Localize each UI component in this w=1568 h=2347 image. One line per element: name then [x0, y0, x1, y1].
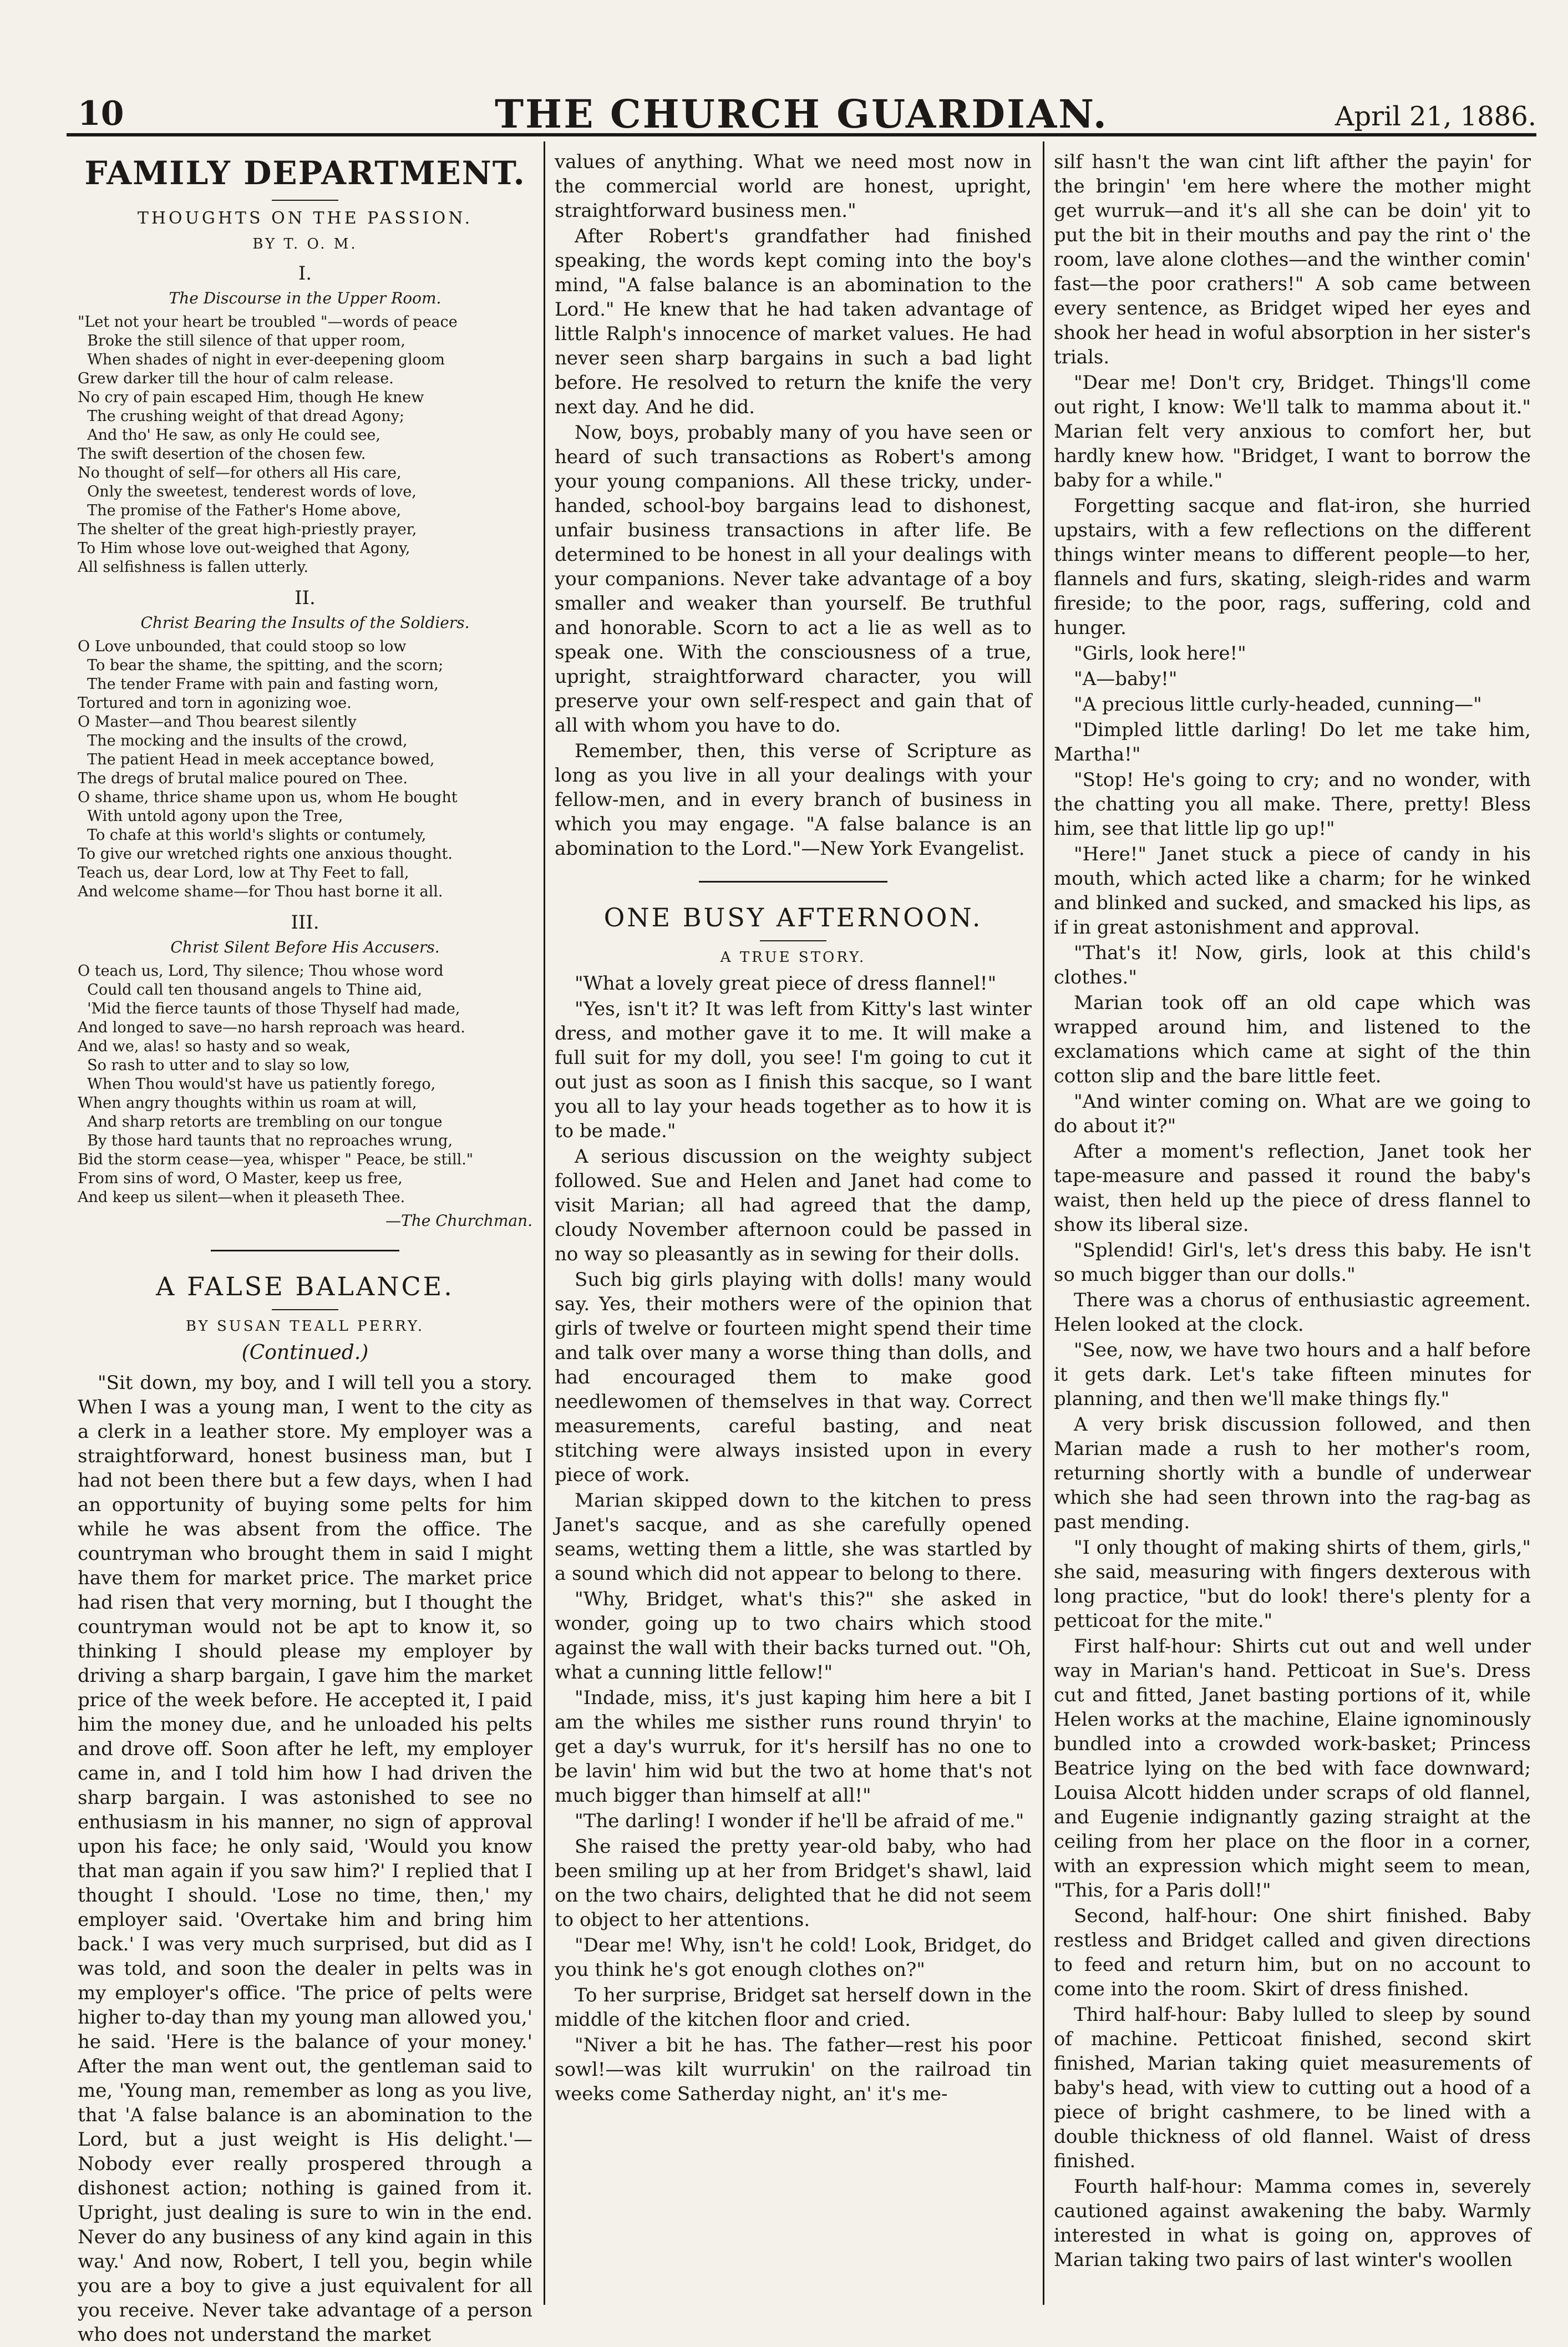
poem-title: THOUGHTS ON THE PASSION.	[137, 209, 473, 228]
part-subtitle: Christ Bearing the Insults of the Soldiers.	[140, 614, 470, 632]
poem-part	[78, 262, 532, 577]
paragraph: A serious discussion on the weighty subject followed. Sue and Helen and Janet had come to visit Marian; all had agreed that the damp, cloudy November afternoon could be passed in no way so pleasantly as in sewing for their dolls.	[555, 1145, 1032, 1265]
paragraph: Second, half-hour: One shirt finished. Baby restless and Bridget called and given directions to feed and return him, but on no account to come into the room. Skirt of dress finished.	[1054, 1905, 1531, 2000]
divider	[272, 1309, 338, 1310]
part-verse: O Love unbounded, that could stoop so low To bear the shame, the spitting, and the scorn; The tender Frame with pain and fasting worn, Tortured and torn in agonizing woe. O Master—and Thou bearest silently The mocking and the insults of the crowd, The patient Head in meek acceptance bowed, The dregs of brutal malice poured on Thee. O shame, thrice shame upon us, whom He bought With untold agony upon the Tree, To chafe at this world's slights or contumely, To give our wretched rights one anxious thought. Teach us, dear Lord, low at Thy Feet to fall, And welcome shame—for Thou hast borne it all.	[78, 638, 458, 900]
paragraph: "Stop! He's going to cry; and no wonder, with the chatting you all make. There, pretty! Bless him, see that little lip go up!"	[1054, 769, 1531, 840]
paragraph: Such big girls playing with dolls! many would say. Yes, their mothers were of the opinion that girls of twelve or fourteen might spend their time and talk over many a worse thing than dolls, and had encouraged them to make good needlewomen of themselves in that way. Correct measurements, careful basting, and neat stitching were always insisted upon in every piece of work.	[555, 1269, 1032, 1486]
section-heading: FAMILY DEPARTMENT.	[84, 154, 526, 192]
article-byline: BY SUSAN TEALL PERRY.	[185, 1318, 425, 1335]
paragraph: After a moment's reflection, Janet took her tape-measure and passed it round the baby's waist, then held up the piece of dress flannel to show its liberal size.	[1054, 1140, 1531, 1236]
paragraph: To her surprise, Bridget sat herself down in the middle of the kitchen floor and cried.	[555, 1984, 1032, 2031]
column-rule	[544, 141, 545, 2305]
paragraph: First half-hour: Shirts cut out and well under way in Marian's hand. Petticoat in Sue's. Dress cut and fitted, Janet basting portions of it, while Helen works at the machine, Elaine ignominously bundled into a crowded work-basket; Princess Beatrice lying on the bed with face downward; Louisa Alcott hidden under scraps of old flannel, and Eugenie indignantly gazing straight at the ceiling from her place on the floor in a corner, with an expression which might seem to mean, "This, for a Paris doll!"	[1054, 1635, 1531, 1902]
paragraph: "I only thought of making shirts of them, girls," she said, measuring with fingers dexterous with long practice, "but do look! there's plenty for a petticoat for the mite."	[1054, 1537, 1531, 1632]
paragraph: "What a lovely great piece of dress flannel!"	[575, 972, 997, 995]
paragraph: Now, boys, probably many of you have seen or heard of such transactions as Robert's among your young companions. All these tricky, under-handed, school-boy bargains lead to dishonest, unfair business transactions in after life. Be determined to be honest in all your dealings with your companions. Never take advantage of a boy smaller and weaker than yourself. Be truthful and honorable. Scorn to act a lie as well as to speak one. With the consciousness of a true, upright, straightforward character, you will preserve your own self-respect and gain that of all with whom you have to do.	[555, 422, 1032, 737]
paragraph: "See, now, we have two hours and a half before it gets dark. Let's take fifteen minutes for planning, and then we'll make things fly."	[1054, 1339, 1531, 1410]
paragraph: "The darling! I wonder if he'll be afraid of me."	[575, 1810, 1024, 1832]
paragraph: Forgetting sacque and flat-iron, she hurried upstairs, with a few reflections on the different things winter means to different people—to her, flannels and furs, skating, sleigh-rides and warm fireside; to the poor, rags, suffering, cold and hunger.	[1054, 495, 1531, 639]
part-verse: O teach us, Lord, Thy silence; Thou whose word Could call ten thousand angels to Thine aid, 'Mid the fierce taunts of those Thyself had made, And longed to save—no harsh reproach was heard. And we, alas! so hasty and so weak, So rash to utter and to slay so low, When Thou would'st have us patiently forego, When angry thoughts within us roam at will, And sharp retorts are trembling on our tongue By those hard taunts that no reproaches wrung, Bid the storm cease—yea, whisper " Peace, be still." From sins of word, O Master, keep us free, And keep us silent—when it pleaseth Thee.	[78, 962, 474, 1206]
divider	[211, 1250, 399, 1251]
part-numeral: I.	[298, 262, 312, 285]
paragraph: "Dear me! Why, isn't he cold! Look, Bridget, do you think he's got enough clothes on?"	[555, 1934, 1032, 1981]
paragraph: Third half-hour: Baby lulled to sleep by sound of machine. Petticoat finished, second skirt finished, Marian taking quiet measurements of baby's head, with view to cutting out a hood of a piece of bright cashmere, to be lined with a double thickness of old flannel. Waist of dress finished.	[1054, 2004, 1531, 2172]
paragraph: "Splendid! Girl's, let's dress this baby. He isn't so much bigger than our dolls."	[1054, 1239, 1531, 1286]
paragraph: After Robert's grandfather had finished speaking, the words kept coming into the boy's mind, "A false balance is an abomination to the Lord." He knew that he had taken advantage of little Ralph's innocence of market values. He had never seen sharp bargains in such a bad light before. He resolved to return the knife the very next day. And he did.	[555, 225, 1032, 418]
divider	[760, 940, 826, 941]
paragraph: Marian took off an old cape which was wrapped around him, and listened to the exclamations which came at sight of the thin cotton slip and the bare little feet.	[1054, 992, 1531, 1087]
issue-date: April 21, 1886.	[1334, 101, 1536, 132]
paragraph: values of anything. What we need most now in the commercial world are honest, upright, straightforward business men."	[555, 151, 1032, 222]
paragraph: "Dimpled little darling! Do let me take him, Martha!"	[1054, 719, 1531, 766]
paragraph: Fourth half-hour: Mamma comes in, severely cautioned against awakening the baby. Warmly interested in what is going on, approves of Marian taking two pairs of last winter's woollen	[1054, 2176, 1531, 2271]
poem-attribution: —The Churchman.	[385, 1211, 532, 1230]
divider	[699, 881, 887, 883]
paragraph: "Here!" Janet stuck a piece of candy in his mouth, which acted like a charm; for he winked and blinked and sucked, and smacked his lips, as if in great astonishment and approval.	[1054, 843, 1531, 939]
column-rule	[1043, 141, 1044, 2305]
article-title: A FALSE BALANCE.	[156, 1271, 454, 1301]
part-subtitle: The Discourse in the Upper Room.	[169, 289, 442, 307]
column-3	[1054, 150, 1531, 2302]
paragraph: "And winter coming on. What are we going to do about it?"	[1054, 1091, 1531, 1137]
page-number: 10	[78, 94, 124, 133]
paragraph: Remember, then, this verse of Scripture as long as you live in all your dealings with your fellow-men, and in every branch of business in which you may engage. "A false balance is an abomination to the Lord."—New York Evangelist.	[555, 740, 1032, 860]
column-1	[78, 150, 532, 2346]
paragraph: "Why, Bridget, what's this?" she asked in wonder, going up to two chairs which stood against the wall with their backs turned out. "Oh, what a cunning little fellow!"	[555, 1588, 1032, 1684]
paragraph: silf hasn't the wan cint lift afther the payin' for the bringin' 'em here where the mother might get wurruk—and it's all she can be doin' yit to put the bit in their mouths and pay the rint o' the room, lave alone clothes—and the winther comin' fast—the poor crathers!" A sob came between every sentence, as Bridget wiped her eyes and shook her head in woful absorption in her sister's trials.	[1054, 151, 1531, 368]
masthead	[67, 83, 1536, 136]
paragraph: There was a chorus of enthusiastic agreement. Helen looked at the clock.	[1054, 1289, 1531, 1336]
part-subtitle: Christ Silent Before His Accusers.	[170, 938, 440, 956]
paragraph: "Yes, isn't it? It was left from Kitty's last winter dress, and mother gave it to me. It will make a full suit for my doll, you see! I'm going to cut it out just as soon as I finish this sacque, so I want you all to lay your heads together as to how it is to be made."	[555, 998, 1032, 1142]
column-2	[555, 150, 1032, 2302]
paragraph: "A—baby!"	[1074, 668, 1178, 690]
part-verse: "Let not your heart be troubled "—words of peace Broke the still silence of that upper room, When shades of night in ever-deepening gloom Grew darker till the hour of calm release. No cry of pain escaped Him, though He knew The crushing weight of that dread Agony; And tho' He saw, as only He could see, The swift desertion of the chosen few. No thought of self—for others all His care, Only the sweetest, tenderest words of love, The promise of the Father's Home above, The shelter of the great high-priestly prayer, To Him whose love out-weighed that Agony, All selfishness is fallen utterly.	[78, 313, 458, 576]
paragraph: "That's it! Now, girls, look at this child's clothes."	[1054, 942, 1531, 989]
paragraph: "Niver a bit he has. The father—rest his poor sowl!—was kilt wurrukin' on the railroad tin weeks come Satherday night, an' it's me-	[555, 2034, 1032, 2105]
article-subtitle: A TRUE STORY.	[720, 949, 866, 966]
paragraph: "Indade, miss, it's just kaping him here a bit I am the whiles me sisther runs round thryin' to get a day's wurruk, for it's hersilf has no one to be lavin' him wid but the two at home that's not much bigger than himself at all!"	[555, 1687, 1032, 1807]
paragraph: A very brisk discussion followed, and then Marian made a rush to her mother's room, returning shortly with a bundle of underwear which she had seen thrown into the rag-bag as past mending.	[1054, 1413, 1531, 1533]
divider	[272, 200, 338, 201]
part-numeral: III.	[291, 911, 319, 934]
article-title: ONE BUSY AFTERNOON.	[603, 903, 983, 932]
paragraph: "A precious little curly-headed, cunning—"	[1074, 693, 1482, 716]
poem-byline: BY T. O. M.	[252, 236, 358, 252]
newspaper-title: THE CHURCH GUARDIAN.	[494, 91, 1109, 137]
paragraph: "Girls, look here!"	[1074, 642, 1246, 665]
continued-note: (Continued.)	[241, 1341, 369, 1364]
paragraph: Marian skipped down to the kitchen to press Janet's sacque, and as she carefully opened seams, wetting them a little, she was startled by a sound which did not appear to belong to there.	[555, 1489, 1032, 1585]
poem-part	[78, 911, 532, 1207]
part-numeral: II.	[295, 587, 316, 609]
paragraph: "Dear me! Don't cry, Bridget. Things'll come out right, I know: We'll talk to mamma about it." Marian felt very anxious to comfort her, but hardly knew how. "Bridget, I want to borrow the baby for a while."	[1054, 372, 1531, 491]
paragraph: She raised the pretty year-old baby, who had been smiling up at her from Bridget's shawl, laid on the two chairs, delighted that he did not seem to object to her attentions.	[555, 1836, 1032, 1931]
paragraph: "Sit down, my boy, and I will tell you a story. When I was a young man, I went to the city as a clerk in a leather store. My employer was a straightforward, honest business man, but I had not been there but a few days, when I had an opportunity of buying some pelts for him while he was absent from the office. The countryman who brought them in said I might have them for market price. The market price had risen that very morning, but I thought the countryman would not be apt to know it, so thinking I should please my employer by driving a sharp bargain, I gave him the market price of the week before. He accepted it, I paid him the money due, and he unloaded his pelts and drove off. Soon after he left, my employer came in, and I told him how I had driven the sharp bargain. I was astonished to see no enthusiasm in his manner, no sign of approval upon his face; he only said, 'Would you know that man again if you saw him?' I replied that I thought I should. 'Lose no time, then,' my employer said. 'Overtake him and bring him back.' I was very much surprised, but did as I was told, and soon the dealer in pelts was in my employer's office. 'The price of pelts were higher to-day than my young man allowed you,' he said. 'Here is the balance of your money.' After the man went out, the gentleman said to me, 'Young man, remember as long as you live, that 'A false balance is an abomination to the Lord, but a just weight is His delight.'—Nobody ever really prospered through a dishonest action; nothing is gained from it. Upright, just dealing is sure to win in the end. Never do any business of any kind again in this way.' And now, Robert, I tell you, begin while you are a boy to give a just equivalent for all you receive. Never take advantage of a person who does not understand the market	[78, 1372, 532, 2346]
poem-part	[78, 587, 532, 901]
